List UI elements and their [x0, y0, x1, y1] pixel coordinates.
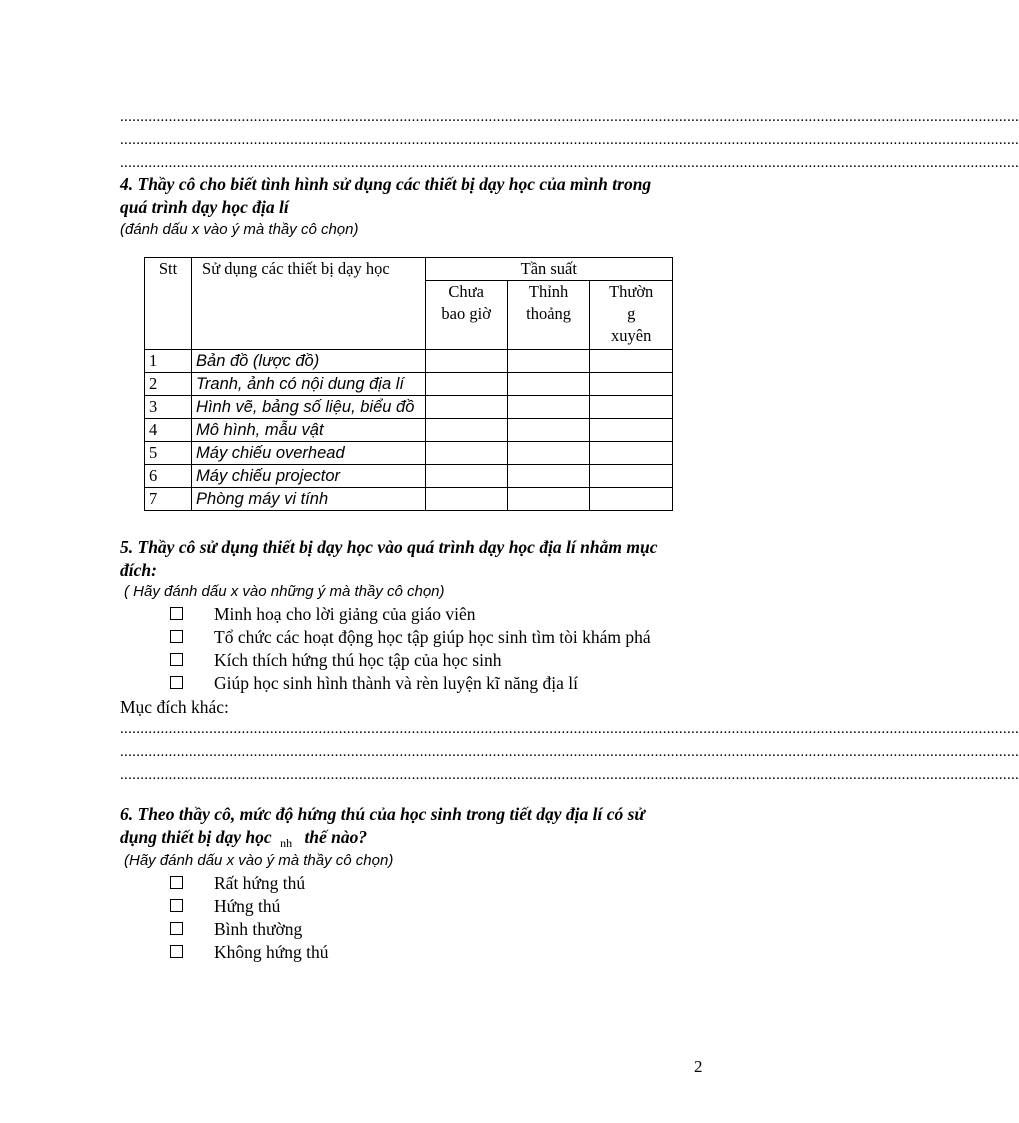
q5-option[interactable]: Kích thích hứng thú học tập của học sinh: [170, 649, 501, 671]
checkbox-cell-never[interactable]: [425, 350, 507, 373]
q5-option[interactable]: Giúp học sinh hình thành và rèn luyện kĩ năng địa lí: [170, 672, 578, 694]
row-stt: 6: [145, 465, 192, 488]
checkbox-cell-never[interactable]: [425, 396, 507, 419]
table-row: [145, 373, 673, 396]
q6-option[interactable]: Không hứng thú: [170, 941, 329, 963]
header-frequency: Tần suất: [425, 258, 672, 281]
checkbox-icon[interactable]: [170, 945, 183, 958]
table-row: [145, 419, 673, 442]
question-6-title: 6. Theo thầy cô, mức độ hứng thú của học sinh trong tiết dạy địa lí có sử dụng thiết bị dạy học $_{nh}$ thế nào?: [120, 804, 645, 850]
checkbox-icon[interactable]: [170, 630, 183, 643]
checkbox-cell-often[interactable]: [590, 396, 673, 419]
checkbox-cell-often[interactable]: [590, 350, 673, 373]
row-stt: 7: [145, 488, 192, 511]
row-stt: 4: [145, 419, 192, 442]
checkbox-cell-never[interactable]: [425, 419, 507, 442]
page-number: 2: [694, 1057, 703, 1076]
checkbox-icon[interactable]: [170, 876, 183, 889]
row-device: Mô hình, mẫu vật: [192, 419, 426, 442]
answer-line[interactable]: ..............................................................................................................................................................................................................................: [120, 132, 1019, 148]
checkbox-cell-often[interactable]: [590, 373, 673, 396]
answer-line[interactable]: ..............................................................................................................................................................................................................................: [120, 721, 1019, 737]
checkbox-cell-never[interactable]: [425, 465, 507, 488]
table-row: [145, 488, 673, 511]
checkbox-cell-often[interactable]: [590, 488, 673, 511]
question-5-title: 5. Thầy cô sử dụng thiết bị dạy học vào quá trình dạy học địa lí nhằm mục đích:: [120, 537, 658, 580]
checkbox-icon[interactable]: [170, 922, 183, 935]
checkbox-cell-sometimes[interactable]: [507, 350, 590, 373]
q6-option[interactable]: Bình thường: [170, 918, 302, 940]
checkbox-cell-sometimes[interactable]: [507, 419, 590, 442]
table-row: [145, 465, 673, 488]
checkbox-cell-often[interactable]: [590, 419, 673, 442]
row-stt: 5: [145, 442, 192, 465]
q6-option[interactable]: Rất hứng thú: [170, 872, 305, 894]
q5-option[interactable]: Minh hoạ cho lời giảng của giáo viên: [170, 603, 475, 625]
header-stt: Stt: [145, 258, 192, 350]
table-row: [145, 442, 673, 465]
header-never: Chưa bao giờ: [425, 281, 507, 350]
row-stt: 1: [145, 350, 192, 373]
row-device: Máy chiếu overhead: [192, 442, 426, 465]
device-usage-table: [144, 257, 673, 511]
row-device: Tranh, ảnh có nội dung địa lí: [192, 373, 426, 396]
question-4-title: 4. Thầy cô cho biết tình hình sử dụng các thiết bị dạy học của mình trong quá trình dạy học địa lí: [120, 174, 652, 217]
row-device: Phòng máy vi tính: [192, 488, 426, 511]
row-device: Bản đồ (lược đồ): [192, 350, 426, 373]
question-6-hint: (Hãy đánh dấu x vào ý mà thầy cô chọn): [124, 852, 394, 869]
question-5-hint: ( Hãy đánh dấu x vào những ý mà thầy cô chọn): [124, 583, 445, 600]
checkbox-icon[interactable]: [170, 899, 183, 912]
answer-line[interactable]: ..............................................................................................................................................................................................................................: [120, 767, 1019, 783]
checkbox-cell-never[interactable]: [425, 442, 507, 465]
checkbox-cell-often[interactable]: [590, 465, 673, 488]
row-stt: 2: [145, 373, 192, 396]
q5-option[interactable]: Tổ chức các hoạt động học tập giúp học sinh tìm tòi khám phá: [170, 626, 651, 648]
checkbox-icon[interactable]: [170, 653, 183, 666]
header-often: Thườn g xuyên: [590, 281, 673, 350]
answer-line[interactable]: ..............................................................................................................................................................................................................................: [120, 744, 1019, 760]
row-device: Hình vẽ, bảng số liệu, biểu đồ: [192, 396, 426, 419]
checkbox-cell-sometimes[interactable]: [507, 396, 590, 419]
checkbox-cell-often[interactable]: [590, 442, 673, 465]
checkbox-cell-sometimes[interactable]: [507, 488, 590, 511]
q6-option[interactable]: Hứng thú: [170, 895, 280, 917]
header-sometimes: Thỉnh thoảng: [507, 281, 590, 350]
checkbox-cell-sometimes[interactable]: [507, 465, 590, 488]
row-stt: 3: [145, 396, 192, 419]
checkbox-cell-never[interactable]: [425, 488, 507, 511]
table-row: [145, 396, 673, 419]
checkbox-icon[interactable]: [170, 607, 183, 620]
checkbox-cell-sometimes[interactable]: [507, 373, 590, 396]
row-device: Máy chiếu projector: [192, 465, 426, 488]
answer-line[interactable]: ..............................................................................................................................................................................................................................: [120, 109, 1019, 125]
checkbox-cell-sometimes[interactable]: [507, 442, 590, 465]
checkbox-icon[interactable]: [170, 676, 183, 689]
table-row: [145, 350, 673, 373]
other-purpose-label: Mục đích khác:: [120, 697, 229, 717]
answer-line[interactable]: ..............................................................................................................................................................................................................................: [120, 155, 1019, 171]
checkbox-cell-never[interactable]: [425, 373, 507, 396]
header-device: Sử dụng các thiết bị dạy học: [192, 258, 426, 350]
question-4-hint: (đánh dấu x vào ý mà thầy cô chọn): [120, 221, 359, 238]
